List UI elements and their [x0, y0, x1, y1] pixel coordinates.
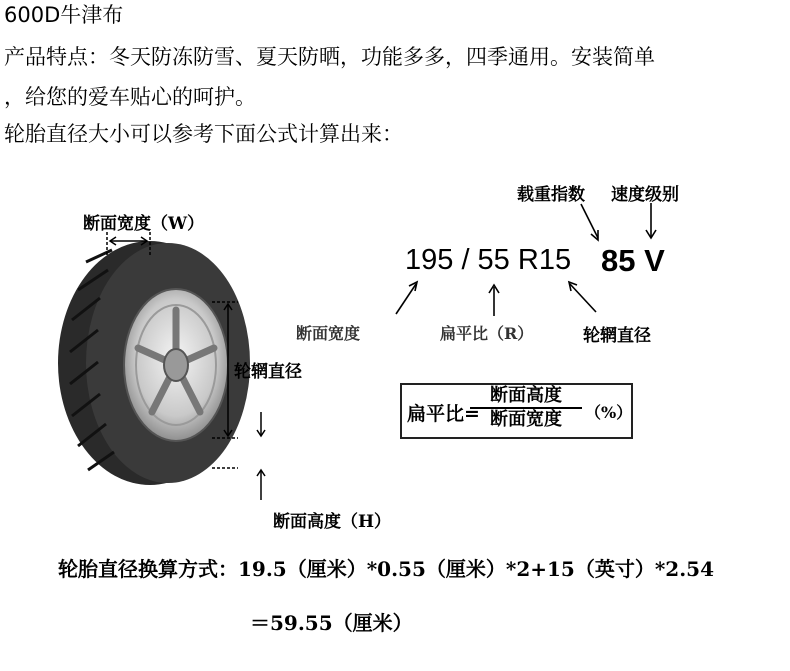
section-width-label: 断面宽度（W） [83, 214, 205, 234]
tire-code: 195 / 55 R15 [405, 244, 572, 276]
title-line: 600D牛津布 [4, 3, 124, 27]
load-index-label: 载重指数 [517, 185, 585, 205]
tire-code-load-speed: 85 V [601, 243, 665, 278]
tire-image [58, 241, 250, 485]
rim-diameter-side-label: 轮辋直径 [234, 362, 302, 382]
code-label-rim: 轮辋直径 [583, 326, 651, 346]
calculation-line-1: 轮胎直径换算方式：19.5（厘米）*0.55（厘米）*2+15（英寸）*2.54 [58, 557, 715, 581]
code-label-ratio: 扁平比（R） [440, 324, 534, 343]
feature-line: 产品特点：冬天防冻防雪、夏天防晒，功能多多，四季通用。安装简单 [4, 45, 655, 69]
formula-denominator: 断面宽度 [490, 409, 562, 430]
formula-fraction [468, 385, 584, 431]
speed-rating-label: 速度级别 [611, 185, 679, 205]
section-height-label: 断面高度（H） [273, 512, 392, 532]
feature-line-cont: ，给您的爱车贴心的呵护。 [4, 85, 256, 109]
formula-numerator: 断面高度 [490, 385, 562, 406]
formula-unit: （%） [585, 403, 633, 422]
formula-left: 扁平比= [407, 403, 480, 425]
formula-intro: 轮胎直径大小可以参考下面公式计算出来： [4, 122, 403, 146]
code-label-width: 断面宽度 [296, 324, 361, 343]
calculation-line-2: ＝59.55（厘米） [250, 611, 413, 635]
